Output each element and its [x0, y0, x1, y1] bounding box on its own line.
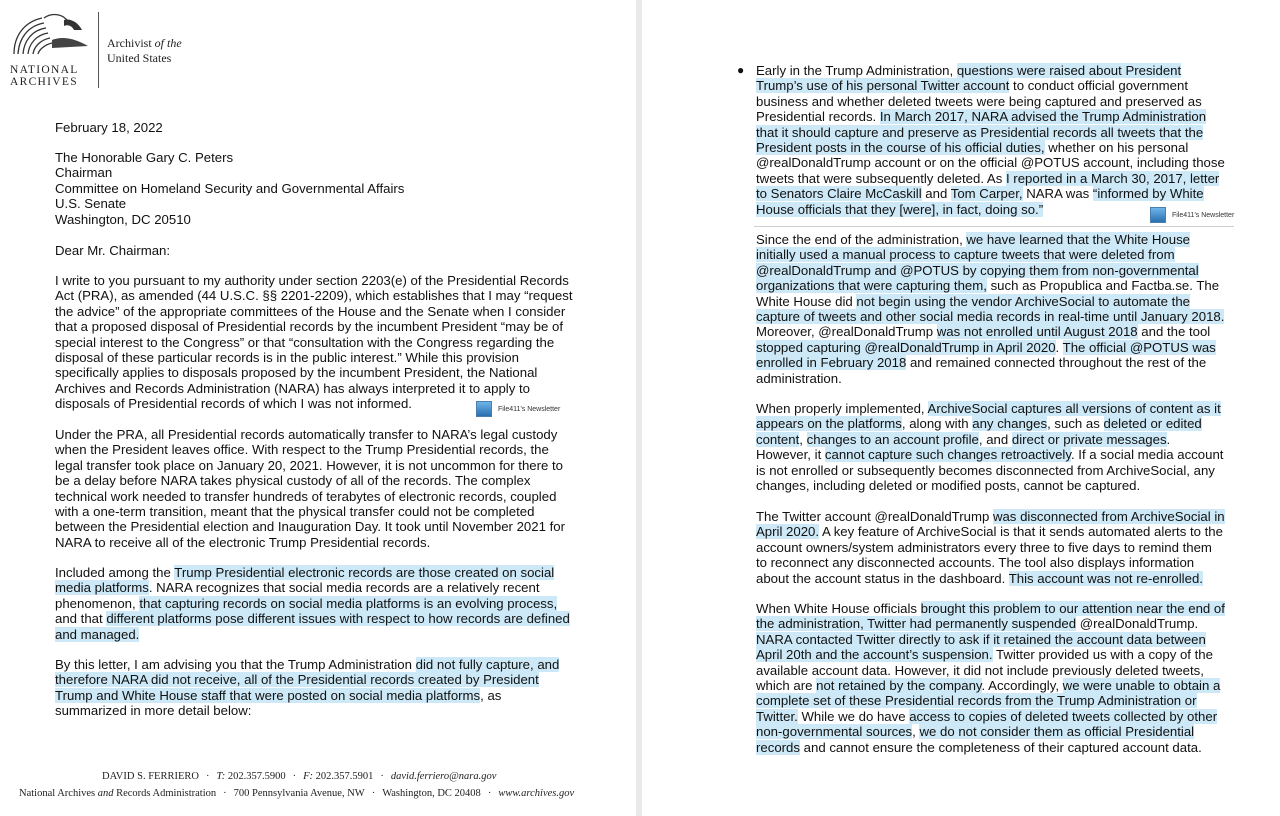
body-paragraph [55, 565, 575, 642]
footer-address-line: National Archives and Records Administration · 700 Pennsylvania Avenue, NW · Washington, DC 20408 · www.archives.gov [19, 788, 575, 799]
highlighted-text: we have learned that the White House initially used a manual process to capture tweets that were deleted from @realDonaldTrump and @POTUS by copying them from non-governmental organizations that were capturing them, [756, 232, 1199, 294]
text-run: Twitter provided us with a copy of the available account data. However, it did not include previously deleted tweets, which are [756, 647, 1213, 694]
highlighted-text: I reported in a March 30, 2017, letter to Senators Claire McCaskill [756, 170, 1220, 202]
text-run: and that [55, 611, 107, 627]
text-run: and [921, 186, 951, 202]
monitor-icon [1150, 207, 1166, 223]
text-run: A key feature of ArchiveSocial is that it sends automated alerts to the account owners/system administrators every three to five days to remind them to reconnect any disconnected accounts. The tool also displays information about the account status in the dashboard. [756, 524, 1223, 586]
highlighted-text: access to copies of deleted tweets collected by other non-governmental sources [756, 708, 1218, 740]
text-run: . [1055, 339, 1063, 355]
national-archives-wordmark: NATIONAL ARCHIVES [10, 64, 79, 88]
highlighted-text: any changes [972, 416, 1048, 432]
highlighted-text: was disconnected from ArchiveSocial in April 2020. [756, 509, 1225, 540]
text-run: , [799, 431, 807, 447]
highlighted-text: we were unable to obtain a complete set of these Presidential records from the Trump Administration or Twitter. [756, 678, 1221, 724]
footer-contact-line: DAVID S. FERRIERO · T: 202.357.5900 · F: 202.357.5901 · david.ferriero@nara.gov [102, 771, 497, 782]
text-run: whether on his personal @realDonaldTrump account or on the official @POTUS account, including those tweets that were subsequently deleted. As [756, 140, 1225, 186]
highlighted-text: not retained by the company [816, 678, 982, 694]
body-paragraph [756, 401, 1226, 493]
text-run: . NARA recognizes that social media records are a relatively recent phenomenon, [55, 580, 540, 611]
address-line: Chairman [55, 165, 113, 181]
footer-email: david.ferriero@nara.gov [390, 771, 497, 782]
text-run: , and [978, 431, 1012, 447]
highlighted-text: different platforms pose different issues with respect to how records are defined and managed. [55, 611, 570, 642]
footer-website: www.archives.gov [498, 788, 575, 799]
newsletter-watermark: File411's Newsletter [1150, 207, 1234, 223]
highlighted-text: “informed by White House officials that they [were], in fact, doing so.” [756, 186, 1204, 217]
body-paragraph [55, 657, 575, 719]
address-line: The Honorable Gary C. Peters [55, 150, 234, 165]
letterhead-divider [98, 12, 99, 88]
newsletter-watermark: File411's Newsletter [476, 401, 560, 417]
text-run: The Twitter account @realDonaldTrump [756, 509, 993, 524]
highlighted-text: direct or private messages [1011, 431, 1167, 447]
highlighted-text: was not enrolled until August 2018 [936, 324, 1138, 340]
highlighted-text: This account was not re-enrolled. [1008, 570, 1203, 586]
text-run: . Accordingly, [981, 678, 1063, 694]
highlighted-text: brought this problem to our attention near the end of the administration, Twitter had permanently suspended [756, 601, 1225, 632]
text-run: Early in the Trump Administration, [756, 63, 957, 78]
text-run: . If a social media account is not enrolled or subsequently becomes disconnected from ArchiveSocial, any changes, including deleted or modified posts, cannot be captured. [756, 447, 1224, 494]
text-run: , as summarized in more detail below: [55, 687, 502, 719]
text-run: When properly implemented, [756, 401, 928, 416]
body-paragraph [756, 509, 1226, 586]
highlighted-text: questions were raised about President Trump’s use of his personal Twitter account [756, 63, 1182, 94]
text-run: to conduct official government business and whether deleted tweets were being captured and preserved as Presidential records. [756, 78, 1202, 125]
highlighted-text: did not fully capture, and therefore NARA did not receive, all of the Presidential records created by President Trump and White House staff that were posted on social media platforms [55, 657, 560, 703]
text-run: and the tool [1137, 324, 1211, 340]
address-line: Committee on Homeland Security and Governmental Affairs [55, 180, 405, 196]
text-run: Under the PRA, all Presidential records automatically transfer to NARA’s legal custody when the President leaves office. With respect to the Trump Presidential records, the legal transfer took place on January 20, 2021. However, it is not uncommon for there to be a delay before NARA takes physical custody of all of the records. The complex technical work needed to transfer hundreds of terabytes of electronic records, coupled with a one-term transition, meant that the physical transfer could not be completed between the Presidential election and Inauguration Day. It took until November 2021 for NARA to receive all of the electronic Trump Presidential records. [55, 427, 565, 550]
text-run: and remained connected throughout the rest of the administration. [756, 355, 1207, 386]
text-run: @realDonaldTrump. [1076, 616, 1199, 632]
list-bullet: ● [737, 63, 745, 77]
highlighted-text: Tom Carper, [950, 186, 1023, 202]
text-run: Included among the [55, 565, 175, 580]
archivist-title: Archivist of the United States [107, 36, 182, 65]
body-paragraph [55, 427, 575, 550]
text-run: By this letter, I am advising you that the Trump Administration [55, 657, 416, 672]
highlighted-text: ArchiveSocial captures all versions of content as it appears on the platforms [756, 401, 1221, 432]
highlighted-text: we do not consider them as official Presidential records [756, 724, 1195, 755]
letter-page-2 [642, 0, 1280, 816]
text-run: , along with [901, 416, 973, 432]
text-run: Since the end of the administration, [756, 232, 967, 247]
address-line: Washington, DC 20510 [55, 211, 191, 227]
highlighted-text: deleted or edited content [756, 416, 1202, 447]
letter-date: February 18, 2022 [55, 120, 163, 135]
salutation: Dear Mr. Chairman: [55, 243, 171, 258]
page-divider-line [754, 226, 1234, 227]
text-run: Moreover, @realDonaldTrump [756, 324, 937, 340]
body-paragraph [756, 601, 1226, 755]
text-run: and cannot ensure the completeness of their captured account data. [799, 739, 1202, 755]
highlighted-text: that capturing records on social media platforms is an evolving process, [139, 595, 558, 611]
highlighted-text: cannot capture such changes retroactively [824, 447, 1071, 463]
national-archives-eagle-logo [8, 10, 90, 56]
body-paragraph [55, 273, 575, 412]
text-run: , such as [1047, 416, 1104, 432]
letter-page-1 [0, 0, 636, 816]
body-paragraph [756, 63, 1226, 217]
highlighted-text: not begin using the vendor ArchiveSocial to automate the capture of tweets and other social media records in real-time until January 2018. [756, 293, 1225, 325]
monitor-icon [476, 401, 492, 417]
text-run: . However, it [756, 431, 1171, 463]
text-run: such as Propublica and Factba.se. The White House did [756, 278, 1220, 309]
text-run: When White House officials [756, 601, 921, 616]
recipient-address [55, 150, 404, 227]
body-paragraph [756, 232, 1226, 386]
text-run: , [912, 724, 920, 740]
highlighted-text: NARA contacted Twitter directly to ask if it retained the account data between April 20th and the account’s suspension. [756, 631, 1206, 663]
text-run: NARA was [1022, 186, 1093, 202]
highlighted-text: changes to an account profile [806, 431, 979, 447]
highlighted-text: stopped capturing @realDonaldTrump in April 2020 [756, 339, 1056, 355]
text-run: I write to you pursuant to my authority under section 2203(e) of the Presidential Records Act (PRA), as amended (44 U.S.C. §§ 2201-2209), which establishes that I may “request the advice” of the appropriate committees of the House and the Senate when I consider that a proposed disposal of Presidential records by the incumbent President “may be of special interest to the Congress” or that “consultation with the Congress regarding the disposal of these particular records is in the public interest.” While this provision specifically applies to disposals proposed by the incumbent President, the National Archives and Records Administration (NARA) has always interpreted it to apply to disposals of Presidential records of which I was not informed. [55, 273, 573, 412]
address-line: U.S. Senate [55, 196, 127, 212]
highlighted-text: The official @POTUS was enrolled in February 2018 [756, 339, 1216, 371]
text-run: While we do have [797, 708, 910, 724]
highlighted-text: Trump Presidential electronic records are those created on social media platforms [55, 565, 555, 596]
highlighted-text: In March 2017, NARA advised the Trump Administration that it should capture and preserve as Presidential records all tweets that the President posts in the course of his official duties, [756, 109, 1207, 156]
